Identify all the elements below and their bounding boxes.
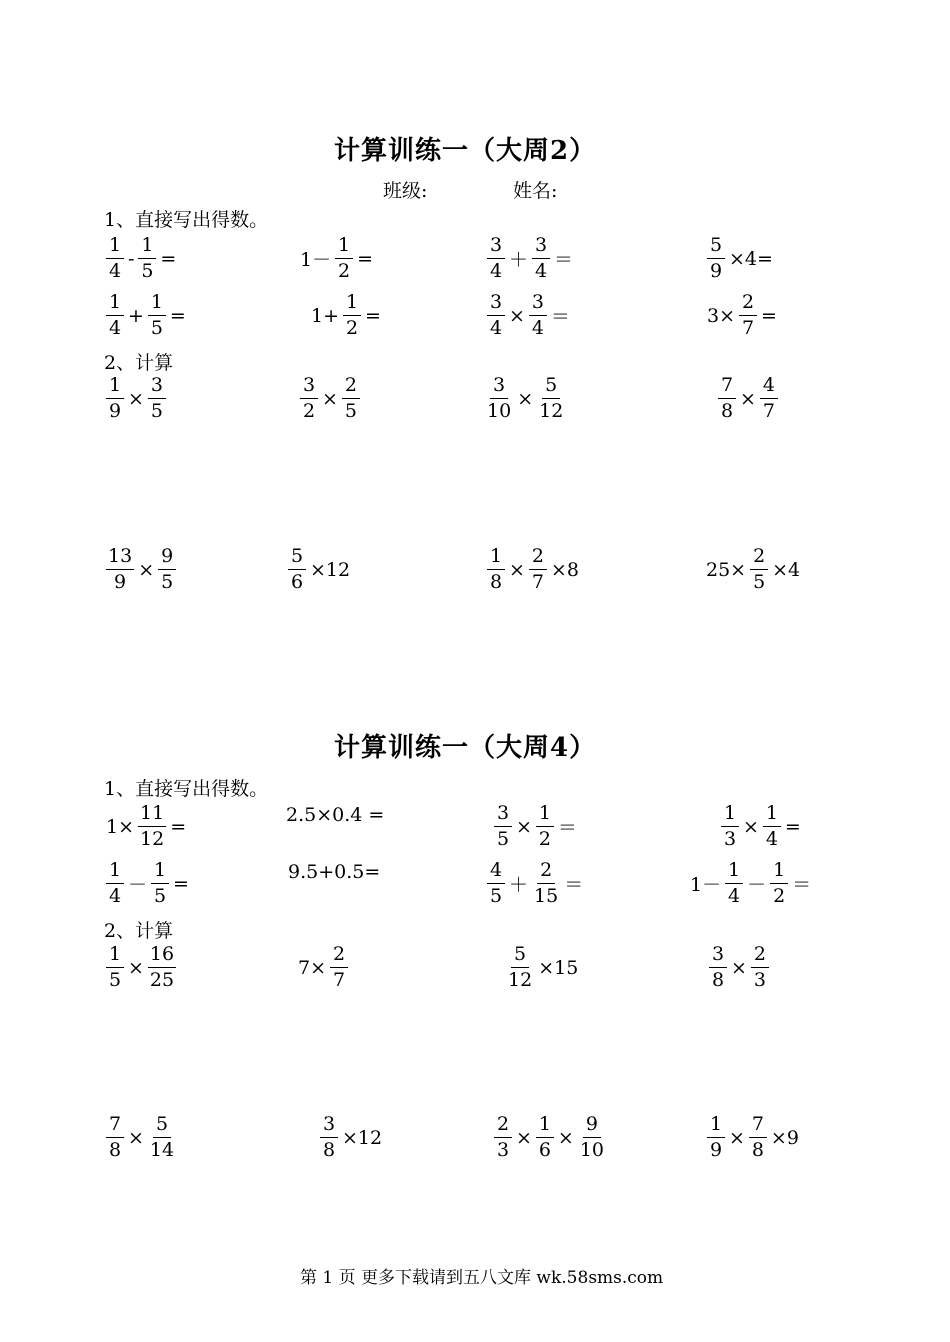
fraction [707, 236, 725, 281]
fraction [770, 861, 788, 906]
numerator: 1 [106, 293, 124, 316]
operator: - [128, 247, 135, 270]
denominator: 9 [108, 400, 122, 422]
fraction [343, 293, 361, 338]
numerator: 1 [138, 236, 156, 259]
worksheet1-section1: 1、直接写出得数。 [104, 209, 269, 231]
operator: ×4= [729, 247, 773, 270]
ws1-calc-2 [298, 376, 362, 421]
fraction [750, 547, 768, 592]
ws2-calc-3 [504, 945, 580, 990]
denominator: 9 [709, 260, 723, 282]
denominator: 8 [711, 969, 725, 991]
denominator: 5 [496, 828, 510, 850]
numerator: 1 [721, 804, 739, 827]
denominator: 4 [728, 885, 741, 907]
operator: ＋ [509, 874, 529, 896]
fraction [721, 804, 739, 849]
numerator: 2 [537, 861, 555, 884]
denominator: 12 [539, 400, 564, 422]
fraction [487, 547, 505, 592]
numerator: 5 [542, 376, 560, 399]
operator: × [557, 1126, 574, 1149]
fraction [106, 945, 124, 990]
ws1-calc-1 [104, 376, 168, 421]
fraction [718, 376, 736, 421]
fraction [760, 376, 778, 421]
class-label: 班级: [383, 180, 428, 202]
fraction [506, 945, 534, 990]
ws1-calc-3 [483, 376, 567, 421]
fraction [330, 945, 348, 990]
numerator: 4 [487, 861, 505, 884]
numerator: 3 [494, 804, 512, 827]
fraction [106, 293, 124, 338]
expression-text: 3× [707, 304, 736, 327]
denominator: 3 [753, 969, 766, 991]
operator: × [322, 387, 338, 410]
fraction [487, 293, 505, 338]
denominator: 2 [338, 260, 351, 282]
numerator: 1 [536, 804, 554, 827]
denominator: 7 [762, 400, 775, 422]
fraction [529, 293, 547, 338]
denominator: 4 [489, 260, 503, 282]
fraction [288, 547, 306, 592]
numerator: 11 [138, 804, 166, 827]
fraction [106, 547, 134, 592]
worksheet1-section2: 2、计算 [104, 352, 174, 374]
fraction [148, 1115, 176, 1160]
fraction [532, 861, 560, 906]
ws2-direct-7 [485, 861, 585, 906]
numerator: 2 [494, 1115, 512, 1138]
denominator: 8 [489, 571, 503, 593]
fraction [106, 1115, 124, 1160]
denominator: 14 [149, 1139, 175, 1161]
ws1-direct-7 [485, 293, 572, 338]
operator: ×12 [310, 558, 351, 581]
fraction [487, 861, 505, 906]
expression-text: 2.5×0.4 = [286, 804, 385, 826]
numerator: 1 [763, 804, 781, 827]
ws1-direct-6 [309, 293, 383, 338]
numerator: 5 [288, 547, 306, 570]
ws1-direct-8 [705, 293, 779, 338]
numerator: 5 [511, 945, 529, 968]
ws2-direct-4 [719, 804, 803, 849]
ws1-calc-6 [286, 547, 352, 592]
denominator: 5 [161, 571, 174, 593]
ws1-direct-2 [298, 236, 375, 281]
operator: － [128, 874, 148, 896]
operator: × [138, 558, 155, 581]
fraction [151, 861, 169, 906]
numerator: 4 [760, 376, 778, 399]
operator: ＝ [554, 249, 574, 271]
fraction [487, 236, 505, 281]
operator: + [128, 304, 144, 327]
page-footer: 第 1 页 更多下载请到五八文库 wk.58sms.com [300, 1268, 664, 1288]
denominator: 10 [579, 1139, 605, 1161]
fraction [494, 1115, 512, 1160]
ws2-direct-3 [492, 804, 579, 849]
denominator: 10 [487, 400, 512, 422]
fraction [494, 804, 512, 849]
ws2-direct-5 [104, 861, 191, 906]
numerator: 1 [487, 547, 505, 570]
denominator: 2 [302, 400, 316, 422]
fraction [148, 376, 166, 421]
denominator: 6 [538, 1139, 551, 1161]
operator: × [740, 387, 756, 410]
fraction [707, 1115, 725, 1160]
operator: × [516, 815, 532, 838]
denominator: 4 [534, 260, 548, 282]
numerator: 1 [151, 861, 169, 884]
operator: × [128, 1126, 144, 1149]
ws2-calc-2 [296, 945, 350, 990]
denominator: 3 [723, 828, 737, 850]
denominator: 5 [489, 885, 503, 907]
numerator: 7 [106, 1115, 124, 1138]
denominator: 2 [538, 828, 551, 850]
numerator: 1 [536, 1115, 554, 1138]
worksheet2-section2: 2、计算 [104, 920, 174, 942]
fraction [158, 547, 176, 592]
fraction [532, 236, 550, 281]
operator: ＝ [557, 817, 577, 839]
operator: ×4 [772, 558, 801, 581]
numerator: 1 [770, 861, 788, 884]
fraction [106, 376, 124, 421]
ws2-calc-1 [104, 945, 178, 990]
expression-text: 1－ [690, 874, 722, 896]
denominator: 5 [150, 400, 163, 422]
ws2-calc-6 [318, 1115, 384, 1160]
denominator: 2 [345, 317, 359, 339]
fraction [106, 861, 124, 906]
operator: － [747, 874, 767, 896]
numerator: 3 [532, 236, 550, 259]
operator: × [517, 387, 534, 410]
fraction [749, 1115, 767, 1160]
numerator: 3 [320, 1115, 338, 1138]
ws1-direct-4 [705, 236, 775, 281]
numerator: 1 [725, 861, 743, 884]
numerator: 1 [106, 376, 124, 399]
fraction [578, 1115, 606, 1160]
fraction [751, 945, 769, 990]
denominator: 4 [108, 317, 122, 339]
fraction [342, 376, 360, 421]
fraction [485, 376, 513, 421]
numerator: 3 [148, 376, 166, 399]
fraction [138, 804, 166, 849]
ws2-calc-7 [492, 1115, 608, 1160]
numerator: 3 [300, 376, 318, 399]
fraction [148, 945, 176, 990]
numerator: 13 [106, 547, 134, 570]
fraction [709, 945, 727, 990]
denominator: 4 [489, 317, 503, 339]
operator: × [509, 304, 525, 327]
fraction [320, 1115, 338, 1160]
operator: ×12 [342, 1126, 383, 1149]
numerator: 7 [718, 376, 736, 399]
operator: ×15 [538, 956, 579, 979]
expression-text: 25× [706, 558, 747, 581]
operator: = [365, 304, 381, 327]
ws1-direct-1 [104, 236, 178, 281]
numerator: 16 [148, 945, 176, 968]
expression-text: 7× [298, 956, 327, 979]
operator: ＝ [792, 874, 812, 896]
operator: = [173, 872, 189, 895]
ws1-calc-8 [704, 547, 802, 592]
fraction [739, 293, 757, 338]
numerator: 1 [343, 293, 361, 316]
fraction [725, 861, 743, 906]
operator: = [784, 815, 801, 838]
fraction [529, 547, 547, 592]
fraction [536, 804, 554, 849]
operator: × [743, 815, 759, 838]
worksheet1-title: 计算训练一（大周2） [334, 136, 597, 166]
fraction [763, 804, 781, 849]
fraction [106, 236, 124, 281]
denominator: 8 [108, 1139, 122, 1161]
denominator: 9 [114, 571, 127, 593]
ws1-calc-5 [104, 547, 178, 592]
fraction [300, 376, 318, 421]
operator: ＋ [509, 249, 529, 271]
numerator: 1 [148, 293, 166, 316]
ws2-calc-8 [705, 1115, 801, 1160]
denominator: 5 [753, 571, 766, 593]
denominator: 8 [322, 1139, 336, 1161]
numerator: 2 [739, 293, 757, 316]
denominator: 25 [149, 969, 175, 991]
numerator: 5 [153, 1115, 171, 1138]
denominator: 7 [332, 969, 346, 991]
numerator: 3 [709, 945, 727, 968]
numerator: 2 [330, 945, 348, 968]
ws2-direct-1 [104, 804, 188, 849]
denominator: 4 [108, 885, 122, 907]
denominator: 12 [140, 828, 165, 850]
fraction [335, 236, 353, 281]
numerator: 1 [106, 861, 124, 884]
operator: × [516, 1126, 532, 1149]
denominator: 7 [531, 571, 544, 593]
operator: = [357, 247, 374, 270]
denominator: 4 [531, 317, 544, 339]
operator: = [761, 304, 777, 327]
denominator: 15 [534, 885, 559, 907]
denominator: 4 [108, 260, 122, 282]
operator: ＝ [550, 306, 570, 328]
expression-text: 1－ [300, 249, 332, 271]
operator: × [729, 1126, 745, 1149]
denominator: 12 [508, 969, 533, 991]
denominator: 4 [765, 828, 778, 850]
denominator: 2 [773, 885, 786, 907]
operator: = [170, 815, 187, 838]
denominator: 5 [344, 400, 357, 422]
ws1-calc-4 [716, 376, 780, 421]
denominator: 6 [290, 571, 304, 593]
numerator: 3 [529, 293, 547, 316]
denominator: 7 [741, 317, 755, 339]
operator: × [731, 956, 747, 979]
operator: × [128, 956, 144, 979]
numerator: 1 [106, 945, 124, 968]
operator: ×8 [550, 558, 579, 581]
fraction [536, 1115, 554, 1160]
operator: = [160, 247, 177, 270]
expression-text: 1× [106, 815, 135, 838]
worksheet2-section1: 1、直接写出得数。 [104, 778, 269, 800]
operator: ＝ [564, 874, 584, 896]
numerator: 2 [751, 945, 769, 968]
numerator: 1 [707, 1115, 725, 1138]
numerator: 1 [106, 236, 124, 259]
name-label: 姓名: [513, 180, 558, 202]
operator: ×9 [770, 1126, 799, 1149]
numerator: 7 [749, 1115, 767, 1138]
numerator: 1 [335, 236, 353, 259]
ws2-calc-5 [104, 1115, 178, 1160]
numerator: 3 [487, 293, 505, 316]
operator: = [169, 304, 186, 327]
denominator: 5 [150, 317, 163, 339]
operator: × [128, 387, 144, 410]
numerator: 2 [529, 547, 547, 570]
denominator: 8 [751, 1139, 764, 1161]
fraction [148, 293, 166, 338]
denominator: 3 [496, 1139, 510, 1161]
expression-text: 9.5+0.5= [288, 861, 381, 883]
fraction [537, 376, 565, 421]
ws2-direct-6 [286, 861, 382, 883]
ws2-calc-4 [707, 945, 771, 990]
fraction [138, 236, 156, 281]
denominator: 5 [141, 260, 154, 282]
numerator: 2 [750, 547, 768, 570]
numerator: 9 [583, 1115, 601, 1138]
operator: × [509, 558, 525, 581]
ws1-direct-3 [485, 236, 575, 281]
numerator: 3 [490, 376, 508, 399]
numerator: 3 [487, 236, 505, 259]
ws2-direct-2 [284, 804, 386, 826]
expression-text: 1+ [311, 304, 340, 327]
ws1-calc-7 [485, 547, 581, 592]
numerator: 9 [158, 547, 176, 570]
ws2-direct-8 [688, 861, 813, 906]
denominator: 9 [709, 1139, 723, 1161]
denominator: 8 [720, 400, 734, 422]
denominator: 5 [108, 969, 122, 991]
numerator: 2 [342, 376, 360, 399]
numerator: 5 [707, 236, 725, 259]
ws1-direct-5 [104, 293, 188, 338]
denominator: 5 [153, 885, 167, 907]
worksheet2-title: 计算训练一（大周4） [334, 733, 597, 763]
